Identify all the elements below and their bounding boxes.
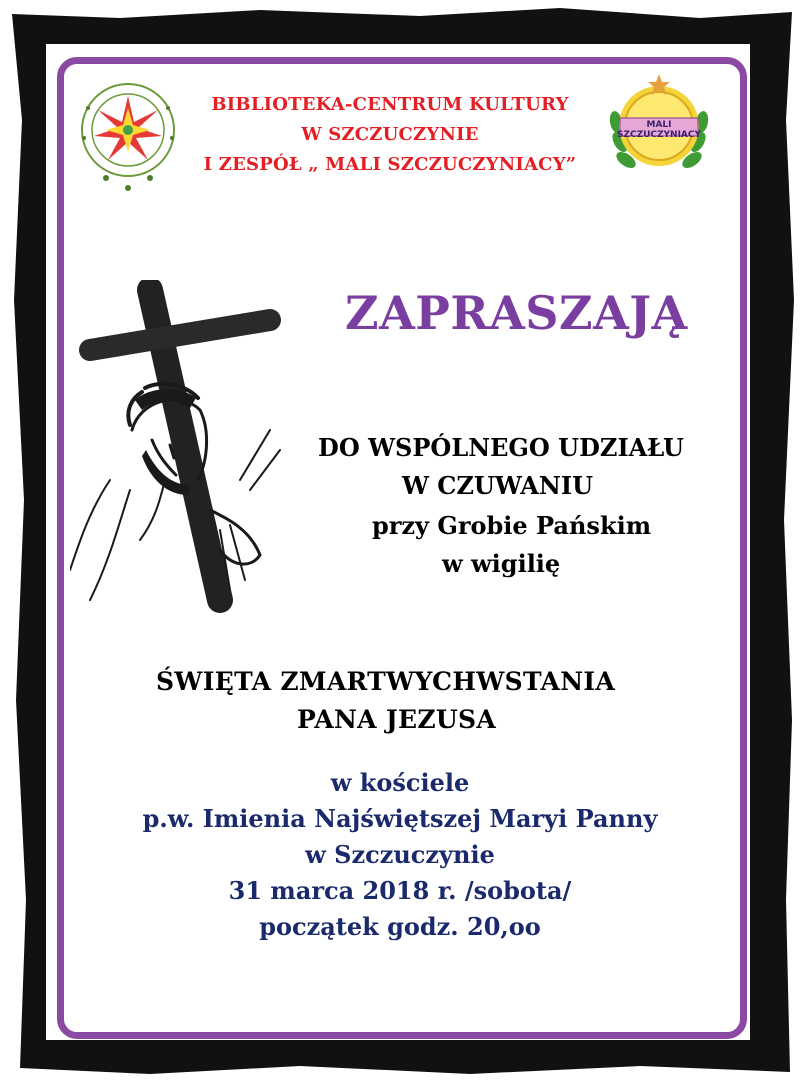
mali-szczuczyniacy-label [614,120,704,140]
details-line-5: początek godz. 20,oo [259,912,541,941]
organizer-line-1: BIBLIOTEKA-CENTRUM KULTURY [211,94,569,115]
organizer-line-2: W SZCZUCZYNIE [301,124,479,145]
feast-line-1: ŚWIĘTA ZMARTWYCHWSTANIA [156,667,616,696]
details-line-1: w kościele [330,768,470,797]
details-line-2: p.w. Imienia Najświętszej Maryi Panny [142,804,658,833]
organizer-title [190,90,590,180]
invite-line-4: w wigilię [442,549,561,578]
invite-line-1: DO WSPÓLNEGO UDZIAŁU [318,433,684,462]
headline-invite: ZAPRASZAJĄ [345,286,688,340]
details-line-4: 31 marca 2018 r. /sobota/ [228,876,572,905]
feast-line-2: PANA JEZUSA [297,705,497,734]
jesus-carrying-cross-icon [70,280,300,620]
logo-right-line2: SZCZUCZYNIACY [616,130,702,140]
organizer-line-3: I ZESPÓŁ „ MALI SZCZUCZYNIACY” [203,154,577,175]
invite-line-3: przy Grobie Pańskim [372,511,652,540]
details-line-3: w Szczuczynie [305,840,495,869]
invite-line-2: W CZUWANIU [402,471,593,500]
logo-right-line1: MALI [646,120,672,130]
library-emblem-icon [76,78,180,196]
event-details [80,765,720,945]
